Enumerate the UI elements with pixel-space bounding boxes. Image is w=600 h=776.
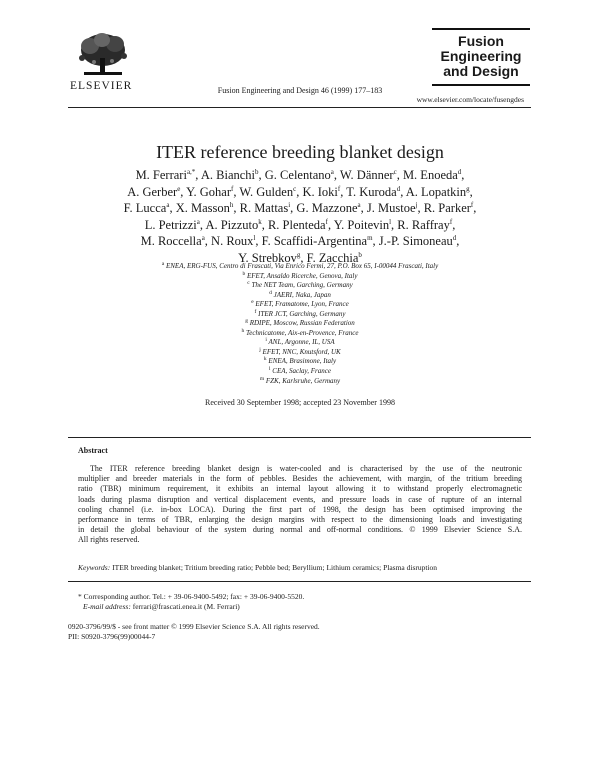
abstract-line: cooling channel (i.e. in-box LOCA). During the first part of 1998, the design has been optimised improving the bbox=[78, 504, 522, 514]
author-name: G. Mazzone bbox=[296, 201, 358, 216]
journal-citation: Fusion Engineering and Design 46 (1999) 177–183 bbox=[217, 86, 383, 95]
corresponding-author-note: * Corresponding author. Tel.: + 39-06-9400-5492; fax: + 39-06-9400-5520. bbox=[78, 592, 305, 601]
author-name: X. Masson bbox=[175, 201, 230, 216]
email-label: E-mail address: bbox=[83, 602, 131, 611]
author-line: F. Lucca$^a$, X. Masson$^h$, R. Mattas$^i$, G. Mazzone$^a$, J. Mustoe$^j$, R. Parker$^f$, bbox=[123, 201, 477, 216]
author-affiliation-mark: m bbox=[367, 234, 373, 243]
email-address[interactable]: ferrari@frascati.enea.it (M. Ferrari) bbox=[132, 602, 240, 611]
author-affiliation-mark: c bbox=[293, 184, 297, 193]
affiliation bbox=[0, 291, 600, 301]
author-affiliation-mark: e bbox=[177, 184, 181, 193]
keywords-label: Keywords: bbox=[78, 563, 111, 572]
abstract-line: performance in terms of TBR, enlarging the design margins with respect to the dimensioning loads and investigating bbox=[78, 515, 522, 525]
author-name: Y. Strebkov bbox=[238, 250, 297, 265]
abstract-divider bbox=[68, 437, 531, 438]
author-affiliation-mark: c bbox=[393, 168, 397, 176]
author-affiliation-mark: a bbox=[201, 234, 205, 243]
affiliation-mark: b bbox=[242, 270, 246, 277]
author-affiliation-mark: f bbox=[337, 184, 341, 193]
author-affiliation-mark: a bbox=[357, 201, 361, 210]
author-line: M. Ferrari$^{a,*}$, A. Bianchi$^b$, G. Celentano$^a$, W. Dänner$^c$, M. Enoeda$^d$, bbox=[135, 168, 465, 182]
affiliation-text: EFET, Framatome, Lyon, France bbox=[255, 300, 349, 309]
affiliation-list bbox=[0, 262, 600, 386]
author-name: M. Ferrari bbox=[135, 168, 187, 182]
affiliation bbox=[0, 338, 600, 348]
footnote-divider bbox=[68, 581, 531, 582]
author-affiliation-mark: h bbox=[229, 201, 234, 210]
author-affiliation-mark: i bbox=[288, 201, 291, 210]
affiliation-text: EFET, NNC, Knutsford, UK bbox=[262, 347, 341, 356]
affiliation-mark: c bbox=[247, 280, 250, 287]
header-divider bbox=[68, 107, 531, 108]
author-affiliation-mark: l bbox=[389, 217, 392, 226]
journal-logo-line: and Design bbox=[443, 63, 519, 79]
affiliation bbox=[0, 329, 600, 339]
author-name: M. Roccella bbox=[140, 234, 202, 249]
author-affiliation-mark: a,* bbox=[186, 168, 196, 176]
author-name: Y. Poitevin bbox=[333, 217, 390, 232]
author-name: R. Plenteda bbox=[267, 217, 326, 232]
affiliation bbox=[0, 310, 600, 320]
affiliation bbox=[0, 272, 600, 282]
affiliation-mark: j bbox=[259, 346, 261, 353]
affiliation-mark: a bbox=[161, 261, 165, 267]
author-affiliation-mark: d bbox=[396, 184, 401, 193]
author-affiliation-mark: f bbox=[470, 201, 474, 210]
author-name: N. Roux bbox=[211, 234, 254, 249]
author-list bbox=[70, 167, 530, 267]
email-note bbox=[83, 602, 240, 611]
journal-logo-line: Engineering bbox=[440, 48, 522, 64]
author-name: K. Ioki bbox=[302, 184, 338, 199]
copyright-line: 0920-3796/99/$ - see front matter © 1999 Elsevier Science S.A. All rights reserved. bbox=[68, 622, 320, 631]
author-affiliation-mark: b bbox=[255, 168, 259, 176]
author-name: R. Raffray bbox=[397, 217, 450, 232]
affiliation-text: CEA, Saclay, France bbox=[272, 367, 331, 376]
author-name: L. Petrizzi bbox=[144, 217, 197, 232]
author-affiliation-mark: j bbox=[415, 201, 418, 210]
author-name: J.-P. Simoneau bbox=[378, 234, 453, 249]
affiliation-mark: i bbox=[265, 337, 267, 344]
author-affiliation-mark: l bbox=[253, 234, 256, 243]
affiliation-text: EFET, Ansaldo Ricerche, Genova, Italy bbox=[247, 271, 358, 280]
author-affiliation-mark: g bbox=[466, 184, 470, 193]
author-name: W. Gulden bbox=[239, 184, 294, 199]
affiliation-mark: k bbox=[263, 356, 267, 363]
author-affiliation-mark: a bbox=[330, 168, 334, 176]
pii-line: PII: S0920-3796(99)00044-7 bbox=[68, 632, 156, 641]
author-affiliation-mark: d bbox=[452, 234, 457, 243]
author-name: W. Dänner bbox=[339, 168, 394, 182]
author-name: A. Bianchi bbox=[200, 168, 256, 182]
affiliation bbox=[0, 300, 600, 310]
affiliation-mark: d bbox=[269, 289, 272, 296]
author-line: L. Petrizzi$^a$, A. Pizzuto$^k$, R. Plenteda$^f$, Y. Poitevin$^l$, R. Raffray$^f$, bbox=[144, 217, 456, 232]
keywords bbox=[78, 563, 522, 572]
author-name: R. Mattas bbox=[239, 201, 289, 216]
author-affiliation-mark: f bbox=[449, 217, 453, 226]
publisher-name: ELSEVIER bbox=[70, 80, 133, 92]
affiliation bbox=[0, 281, 600, 291]
affiliation-text: The NET Team, Garching, Germany bbox=[251, 281, 353, 290]
affiliation-text: ENEA, ERG-FUS, Centro di Frascati, Via Enrico Fermi, 27, P.O. Box 65, I-00044 Frascati, Italy bbox=[165, 262, 439, 270]
affiliation-text: JAERI, Naka, Japan bbox=[273, 290, 331, 299]
affiliation bbox=[0, 377, 600, 387]
author-name: A. Gerber bbox=[127, 184, 178, 199]
author-line: A. Gerber$^e$, Y. Gohar$^f$, W. Gulden$^c$, K. Ioki$^f$, T. Kuroda$^d$, A. Lopatkin$^g$, bbox=[127, 184, 473, 199]
affiliation-mark: m bbox=[259, 375, 265, 382]
affiliation-text: FZK, Karlsruhe, Germany bbox=[265, 376, 341, 385]
affiliation bbox=[0, 319, 600, 329]
abstract-line: ratio (TBR) minimum requirement, it exhibits an internal layout allowing it to withstand properly electromagnetic bbox=[78, 484, 522, 494]
affiliation bbox=[0, 262, 600, 272]
affiliation-text: ITER JCT, Garching, Germany bbox=[258, 309, 346, 318]
abstract-line: in detail the global behaviour of the system during normal and off-normal conditions. © 1999 Elsevier Science S.A. bbox=[78, 525, 522, 535]
affiliation-text: ANL, Argonne, IL, USA bbox=[268, 338, 335, 347]
abstract-heading: Abstract bbox=[78, 446, 108, 455]
journal-logo bbox=[432, 28, 530, 86]
author-name: J. Mustoe bbox=[366, 201, 416, 216]
author-affiliation-mark: k bbox=[258, 217, 262, 226]
author-affiliation-mark: f bbox=[231, 184, 234, 193]
abstract-line: The ITER reference breeding blanket design is water-cooled and is characterised by the use of the neutronic bbox=[90, 464, 522, 473]
affiliation-text: Technicatome, Aix-en-Provence, France bbox=[246, 328, 359, 337]
abstract-line: All rights reserved. bbox=[78, 535, 140, 545]
keywords-text: ITER breeding blanket; Tritium breeding ratio; Pebble bed; Beryllium; Lithium ceramics; Plasma disruption bbox=[112, 563, 438, 572]
author-name: F. Scaffidi-Argentina bbox=[261, 234, 368, 249]
affiliation-mark: g bbox=[245, 318, 248, 325]
abstract-body bbox=[78, 464, 522, 546]
abstract-line: loads during plasma disruption and vertical displacement events, and pressure loads in case of rupture of an internal bbox=[78, 494, 522, 504]
author-name: A. Lopatkin bbox=[405, 184, 467, 199]
author-line: M. Roccella$^a$, N. Roux$^l$, F. Scaffidi-Argentina$^m$, J.-P. Simoneau$^d$, bbox=[140, 234, 460, 249]
abstract-line: multiplier and breeder materials in the form of pebbles. Besides the achievement, with margin, of the tritium breeding bbox=[78, 474, 522, 484]
author-name: T. Kuroda bbox=[346, 184, 397, 199]
journal-url[interactable]: www.elsevier.com/locate/fusengdes bbox=[416, 95, 524, 104]
author-name: F. Lucca bbox=[123, 201, 167, 216]
author-affiliation-mark: d bbox=[457, 168, 462, 176]
affiliation-mark: h bbox=[241, 327, 245, 334]
author-name: G. Celentano bbox=[264, 168, 331, 182]
author-name: R. Parker bbox=[423, 201, 471, 216]
author-name: F. Zacchia bbox=[306, 250, 359, 265]
author-affiliation-mark: a bbox=[166, 201, 170, 210]
affiliation-mark: l bbox=[269, 366, 271, 373]
author-affiliation-mark: b bbox=[358, 250, 362, 259]
affiliation-text: ENEA, Brasimone, Italy bbox=[268, 357, 337, 366]
received-dates: Received 30 September 1998; accepted 23 November 1998 bbox=[205, 398, 395, 407]
author-name: M. Enoeda bbox=[402, 168, 458, 182]
author-affiliation-mark: g bbox=[296, 250, 301, 259]
affiliation-mark: e bbox=[251, 299, 254, 306]
affiliation-text: RDIPE, Moscow, Russian Federation bbox=[249, 319, 355, 328]
author-name: Y. Gohar bbox=[186, 184, 231, 199]
author-name: A. Pizzuto bbox=[205, 217, 259, 232]
affiliation-mark: f bbox=[254, 308, 257, 315]
author-line: Y. Strebkov$^g$, F. Zacchia$^b$ bbox=[238, 250, 362, 265]
paper-title: ITER reference breeding blanket design bbox=[156, 142, 444, 162]
author-affiliation-mark: f bbox=[325, 217, 328, 226]
author-affiliation-mark: a bbox=[196, 217, 200, 226]
journal-logo-line: Fusion bbox=[458, 33, 504, 49]
affiliation bbox=[0, 367, 600, 377]
affiliation bbox=[0, 357, 600, 367]
